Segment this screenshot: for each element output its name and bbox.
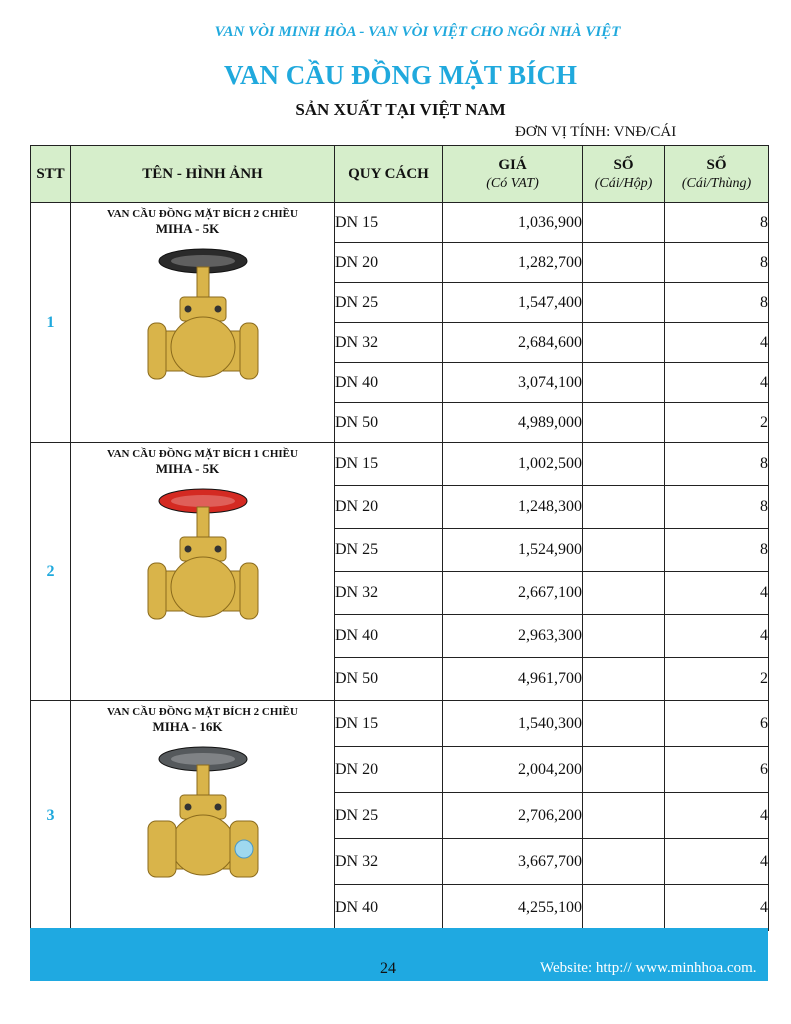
valve-image: [138, 741, 268, 901]
page-number: 24: [380, 960, 396, 977]
col-carton-label: SỐ: [706, 156, 727, 173]
spec-cell: DN 15: [335, 701, 443, 747]
spec-cell: DN 20: [335, 243, 443, 283]
price-cell: 1,524,900: [443, 529, 583, 572]
price-cell: 1,540,300: [443, 701, 583, 747]
spec-cell: DN 25: [335, 529, 443, 572]
col-price-sub: (Có VAT): [486, 175, 539, 191]
carton-qty-cell: 8: [665, 243, 769, 283]
carton-qty-cell: 2: [665, 658, 769, 701]
price-cell: 2,706,200: [443, 793, 583, 839]
price-cell: 1,248,300: [443, 486, 583, 529]
price-cell: 4,255,100: [443, 885, 583, 931]
box-qty-cell: [583, 747, 665, 793]
spec-cell: DN 32: [335, 323, 443, 363]
price-cell: 1,036,900: [443, 203, 583, 243]
carton-qty-cell: 4: [665, 839, 769, 885]
box-qty-cell: [583, 839, 665, 885]
price-cell: 2,004,200: [443, 747, 583, 793]
price-cell: 1,282,700: [443, 243, 583, 283]
tagline: VAN VÒI MINH HÒA - VAN VÒI VIỆT CHO NGÔI NHÀ VIỆT: [214, 24, 621, 40]
spec-cell: DN 40: [335, 615, 443, 658]
spec-cell: DN 40: [335, 363, 443, 403]
col-price-label: GIÁ: [498, 156, 527, 173]
spec-cell: DN 32: [335, 839, 443, 885]
box-qty-cell: [583, 793, 665, 839]
spec-cell: DN 20: [335, 486, 443, 529]
carton-qty-cell: 4: [665, 572, 769, 615]
product-name: VAN CẦU ĐỒNG MẶT BÍCH 2 CHIỀU: [107, 706, 298, 718]
spec-cell: DN 50: [335, 658, 443, 701]
spec-cell: DN 25: [335, 793, 443, 839]
product-cell: [71, 701, 335, 931]
unit-label: ĐƠN VỊ TÍNH: VNĐ/CÁI: [515, 124, 677, 140]
spec-cell: DN 15: [335, 203, 443, 243]
spec-cell: DN 50: [335, 403, 443, 443]
carton-qty-cell: 8: [665, 486, 769, 529]
table-row: [31, 443, 769, 486]
carton-qty-cell: 8: [665, 443, 769, 486]
col-price: [443, 146, 583, 203]
spec-cell: DN 15: [335, 443, 443, 486]
spec-cell: DN 40: [335, 885, 443, 931]
product-model: MIHA - 5K: [155, 221, 220, 236]
stt-cell: 2: [31, 443, 71, 701]
price-cell: 4,961,700: [443, 658, 583, 701]
col-stt: STT: [31, 146, 71, 203]
col-box-label: SỐ: [613, 156, 634, 173]
page-title: VAN CẦU ĐỒNG MẶT BÍCH: [223, 60, 578, 90]
box-qty-cell: [583, 403, 665, 443]
box-qty-cell: [583, 203, 665, 243]
product-model: MIHA - 16K: [152, 719, 223, 734]
price-cell: 2,667,100: [443, 572, 583, 615]
box-qty-cell: [583, 363, 665, 403]
col-box: [583, 146, 665, 203]
carton-qty-cell: 4: [665, 323, 769, 363]
box-qty-cell: [583, 615, 665, 658]
table-row: [31, 701, 769, 747]
carton-qty-cell: 8: [665, 203, 769, 243]
box-qty-cell: [583, 701, 665, 747]
product-name: VAN CẦU ĐỒNG MẶT BÍCH 2 CHIỀU: [107, 208, 298, 220]
spec-cell: DN 20: [335, 747, 443, 793]
price-cell: 1,002,500: [443, 443, 583, 486]
table-header-row: [31, 146, 769, 203]
price-cell: 2,963,300: [443, 615, 583, 658]
col-box-sub: (Cái/Hộp): [594, 175, 653, 191]
price-cell: 4,989,000: [443, 403, 583, 443]
valve-image: [138, 243, 268, 403]
box-qty-cell: [583, 529, 665, 572]
product-model: MIHA - 5K: [155, 461, 220, 476]
box-qty-cell: [583, 283, 665, 323]
box-qty-cell: [583, 572, 665, 615]
box-qty-cell: [583, 323, 665, 363]
col-carton-sub: (Cái/Thùng): [681, 175, 752, 191]
price-cell: 2,684,600: [443, 323, 583, 363]
product-name: VAN CẦU ĐỒNG MẶT BÍCH 1 CHIỀU: [107, 448, 298, 460]
col-carton: [665, 146, 769, 203]
box-qty-cell: [583, 443, 665, 486]
col-spec: QUY CÁCH: [335, 146, 443, 203]
price-cell: 3,074,100: [443, 363, 583, 403]
spec-cell: DN 32: [335, 572, 443, 615]
product-cell: [71, 203, 335, 443]
stt-cell: 1: [31, 203, 71, 443]
carton-qty-cell: 4: [665, 885, 769, 931]
box-qty-cell: [583, 486, 665, 529]
page-subtitle: SẢN XUẤT TẠI VIỆT NAM: [295, 100, 506, 119]
box-qty-cell: [583, 658, 665, 701]
price-cell: 3,667,700: [443, 839, 583, 885]
stt-cell: 3: [31, 701, 71, 931]
carton-qty-cell: 4: [665, 615, 769, 658]
table-body: [31, 203, 769, 931]
price-table: [30, 145, 769, 931]
website-link[interactable]: Website: http:// www.minhhoa.com.: [540, 960, 757, 976]
valve-image: [138, 483, 268, 643]
carton-qty-cell: 6: [665, 747, 769, 793]
price-cell: 1,547,400: [443, 283, 583, 323]
carton-qty-cell: 4: [665, 363, 769, 403]
box-qty-cell: [583, 243, 665, 283]
box-qty-cell: [583, 885, 665, 931]
carton-qty-cell: 8: [665, 529, 769, 572]
product-cell: [71, 443, 335, 701]
carton-qty-cell: 6: [665, 701, 769, 747]
carton-qty-cell: 8: [665, 283, 769, 323]
carton-qty-cell: 4: [665, 793, 769, 839]
table-row: [31, 203, 769, 243]
col-name: TÊN - HÌNH ẢNH: [71, 146, 335, 203]
carton-qty-cell: 2: [665, 403, 769, 443]
spec-cell: DN 25: [335, 283, 443, 323]
